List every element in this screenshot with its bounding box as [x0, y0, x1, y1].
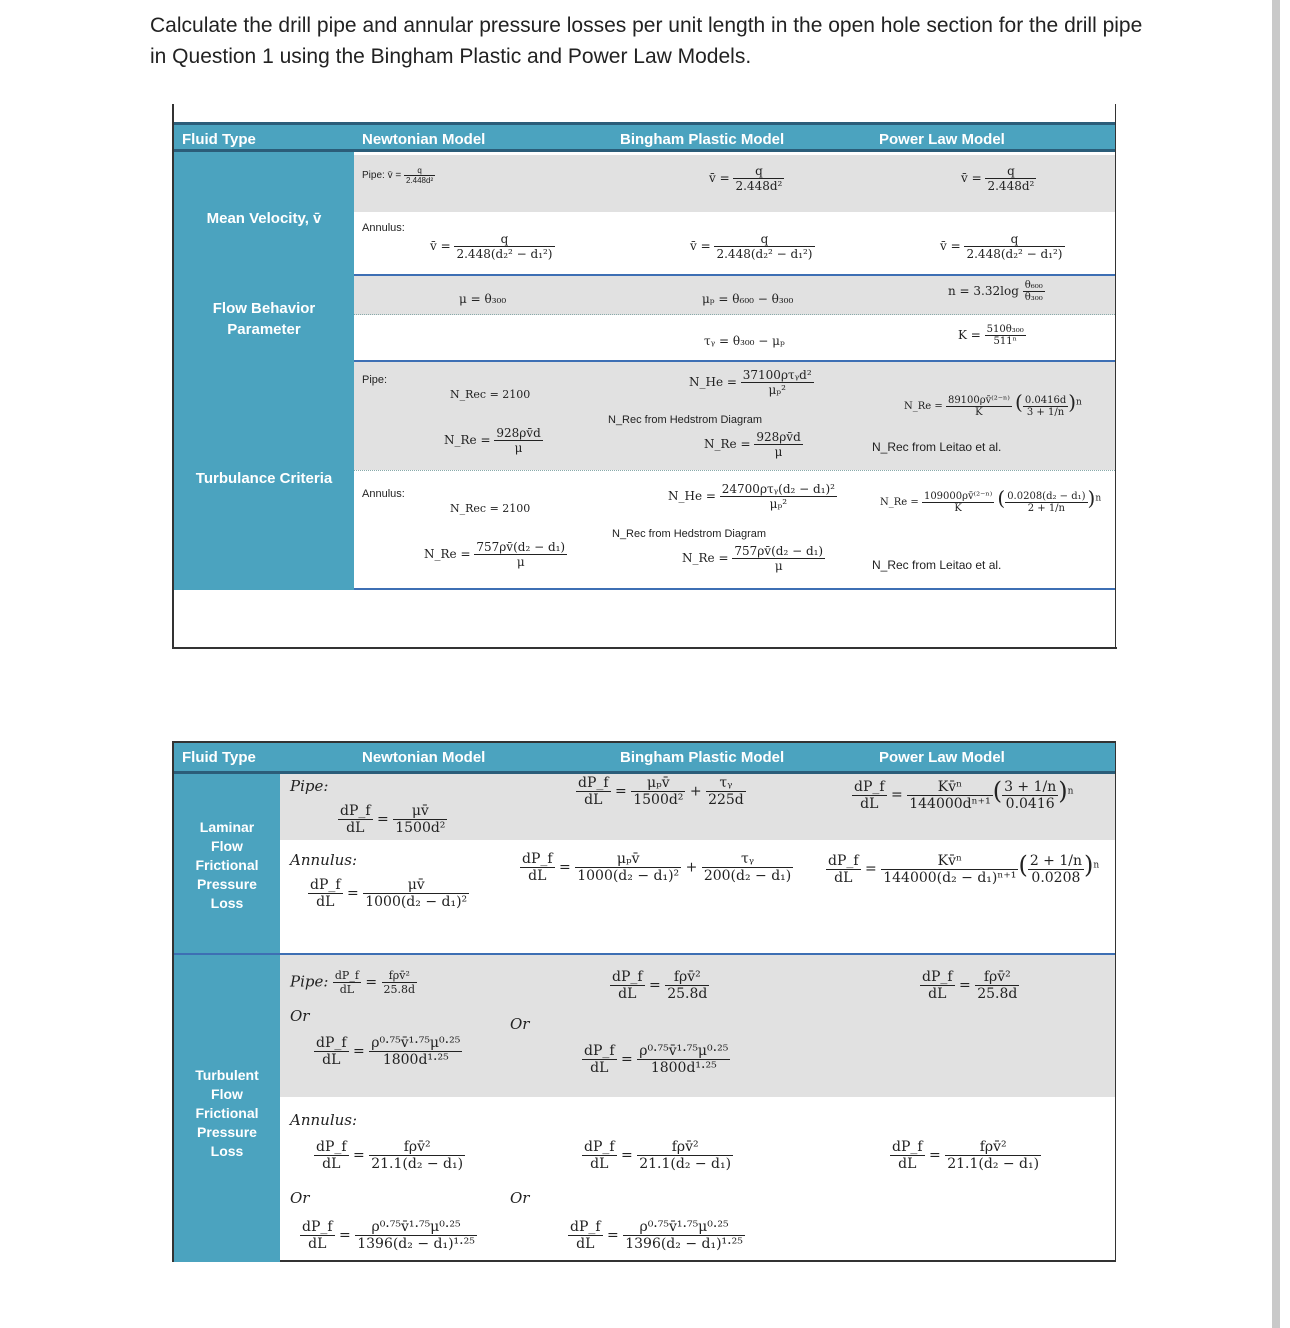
row-flow-behavior: Flow Behavior Parameter — [212, 300, 316, 338]
bing-nrec-ann: N_Rec from Hedstrom Diagram — [612, 528, 767, 540]
row-mean-velocity: Mean Velocity, v̄ — [206, 210, 322, 227]
row-laminar: Laminar Flow Frictional Pressure Loss — [195, 819, 259, 911]
turb-newt-ann: $\frac{dP\_f}{dL}$ = $\frac{\text{fρv̄²}}{\text{21.1(d₂ − d₁)}}$ — [316, 1139, 464, 1172]
lam-bing-pipe: $\frac{dP\_f}{dL}$ = $\frac{\text{μₚv̄}}{\text{1500d²}}$ + $\frac{\text{τᵧ}}{225d}$ — [578, 775, 744, 808]
turb-bing-ann-alt: $\frac{dP\_f}{dL}$ = $\frac{\text{ρ⁰·⁷⁵v̄¹·⁷⁵μ⁰·²⁵}}{\text{1396(d₂ − d₁)¹·²⁵}}$ — [570, 1219, 743, 1252]
header-fluid-type: Fluid Type — [182, 131, 256, 148]
pow-nre-pipe: N_Re = $\frac{\text{89100ρv̄⁽²⁻ⁿ⁾}}{K}$ ( $\frac{0.0416d}{3 + 1/n}$ )$^n$ — [904, 390, 1082, 418]
newt-nre-ann: N_Re = $\frac{\text{757ρv̄(d₂ − d₁)}}{\mu}$ — [424, 540, 566, 569]
or-label-3: Or — [290, 1189, 310, 1207]
bing-nre-ann: N_Re = $\frac{\text{757ρv̄(d₂ − d₁)}}{\mu}$ — [682, 544, 824, 573]
models-table-2 — [172, 741, 1116, 1262]
or-label-4: Or — [510, 1189, 530, 1207]
header2-newtonian: Newtonian Model — [362, 749, 486, 766]
annulus-label-2: Annulus: — [362, 488, 405, 500]
turbulent-annulus-label: Annulus: — [290, 1111, 358, 1129]
table2-header — [174, 743, 1115, 774]
pow-k: K = $\frac{\text{510θ₃₀₀}}{\text{511ⁿ}}$ — [958, 324, 1024, 347]
row-turbulence: Turbulance Criteria — [195, 470, 333, 487]
annulus-label: Annulus: — [362, 222, 405, 234]
pow-v-annulus: v̄ = $\frac{q}{\text{2.448(d₂² − d₁²)}}$ — [940, 232, 1063, 261]
pow-n: n = 3.32log $\frac{\text{θ₆₀₀}}{\text{θ₃₀₀}}$ — [948, 280, 1043, 303]
laminar-pipe-label: Pipe: — [290, 777, 329, 795]
pow-nrec-pipe: N_Rec from Leitao et al. — [872, 440, 1002, 454]
pow-nre-ann: N_Re = $\frac{\text{109000ρv̄⁽²⁻ⁿ⁾}}{K}$ ( $\frac{\text{0.0208(d₂ − d₁)}}{2 + 1/n}$ )$^n$ — [880, 486, 1102, 514]
lam-pow-pipe: $\frac{dP\_f}{dL}$ = $\frac{\text{Kv̄ⁿ}}{\text{144000dⁿ⁺¹}}$ ( $\frac{3 + 1/n}{0.0416}$ )$^n$ — [854, 777, 1074, 812]
header-newtonian: Newtonian Model — [362, 131, 486, 148]
lam-newt-pipe: $\frac{dP\_f}{dL}$ = $\frac{\mu v̄}{\text{1500d²}}$ — [340, 803, 446, 836]
pow-nrec-ann: N_Rec from Leitao et al. — [872, 558, 1002, 572]
newt-v-pipe: Pipe: v̄ = $\frac{q}{\text{2.448d²}}$ — [362, 166, 434, 185]
or-label-1: Or — [290, 1007, 310, 1025]
turb-pow-ann: $\frac{dP\_f}{dL}$ = $\frac{\text{fρv̄²}}{\text{21.1(d₂ − d₁)}}$ — [892, 1139, 1040, 1172]
bing-v-annulus: v̄ = $\frac{q}{\text{2.448(d₂² − d₁²)}}$ — [690, 232, 813, 261]
header2-fluid-type: Fluid Type — [182, 749, 256, 766]
bing-nhe-ann: N_He = $\frac{\text{24700ρτᵧ(d₂ − d₁)²}}{\text{μₚ²}}$ — [668, 482, 835, 511]
question-text: Calculate the drill pipe and annular pressure losses per unit length in the open hole section for the drill pipe in Question 1 using the Bingham Plastic and Power Law Models. — [150, 14, 1143, 68]
pow-v-pipe: v̄ = $\frac{q}{\text{2.448d²}}$ — [961, 164, 1035, 193]
turb-pow-pipe: $\frac{dP\_f}{dL}$ = $\frac{\text{fρv̄²}}{25.8d}$ — [922, 969, 1018, 1002]
turb-bing-ann: $\frac{dP\_f}{dL}$ = $\frac{\text{fρv̄²}}{\text{21.1(d₂ − d₁)}}$ — [584, 1139, 732, 1172]
or-label-2: Or — [510, 1015, 530, 1033]
newt-nre-pipe: N_Re = $\frac{928\rho v̄d}{\mu}$ — [444, 426, 541, 455]
lam-bing-ann: $\frac{dP\_f}{dL}$ = $\frac{\text{μₚv̄}}{\text{1000(d₂ − d₁)²}}$ + $\frac{\text{τᵧ}}{\text{200(d₂ − d₁)}}$ — [522, 851, 792, 884]
turb-newt-ann-alt: $\frac{dP\_f}{dL}$ = $\frac{\text{ρ⁰·⁷⁵v̄¹·⁷⁵μ⁰·²⁵}}{\text{1396(d₂ − d₁)¹·²⁵}}$ — [302, 1219, 475, 1252]
bing-mup: μₚ = θ₆₀₀ − θ₃₀₀ — [702, 292, 794, 306]
header-power-law: Power Law Model — [879, 131, 1005, 148]
bing-nre-pipe: N_Re = $\frac{928\rho v̄d}{\mu}$ — [704, 430, 801, 459]
newt-mu: μ = θ₃₀₀ — [459, 292, 507, 306]
bing-nrec-pipe: N_Rec from Hedstrom Diagram — [608, 414, 763, 426]
table2-row-labels — [174, 774, 280, 1262]
turb-bing-pipe: $\frac{dP\_f}{dL}$ = $\frac{\text{fρv̄²}}{25.8d}$ — [612, 969, 708, 1002]
bing-nhe-pipe: N_He = $\frac{\text{37100ρτᵧd²}}{\text{μₚ²}}$ — [689, 368, 812, 397]
laminar-annulus-label: Annulus: — [290, 851, 358, 869]
bing-v-pipe: v̄ = $\frac{q}{\text{2.448d²}}$ — [709, 164, 783, 193]
lam-newt-ann: $\frac{dP\_f}{dL}$ = $\frac{\mu v̄}{\text{1000(d₂ − d₁)²}}$ — [310, 877, 468, 910]
turb-bing-pipe-alt: $\frac{dP\_f}{dL}$ = $\frac{\text{ρ⁰·⁷⁵v̄¹·⁷⁵μ⁰·²⁵}}{\text{1800d¹·²⁵}}$ — [584, 1043, 729, 1076]
newt-nrec-ann: N_Rec = 2100 — [450, 502, 531, 515]
models-table-1 — [172, 104, 1116, 649]
header2-bingham: Bingham Plastic Model — [620, 749, 785, 766]
table1-header — [174, 122, 1115, 152]
lam-pow-ann: $\frac{dP\_f}{dL}$ = $\frac{\text{Kv̄ⁿ}}{\text{144000(d₂ − d₁)ⁿ⁺¹}}$ ( $\frac{2 + 1/n}{0.0208}$ )$^n$ — [828, 851, 1100, 886]
table1-row-labels — [174, 152, 354, 590]
newt-v-annulus: v̄ = $\frac{q}{\text{2.448(d₂² − d₁²)}}$ — [430, 232, 553, 261]
row-turbulent: Turbulent Flow Frictional Pressure Loss — [195, 1067, 259, 1159]
bing-tauy: τᵧ = θ₃₀₀ − μₚ — [704, 334, 785, 348]
turb-newt-pipe-alt: $\frac{dP\_f}{dL}$ = $\frac{\text{ρ⁰·⁷⁵v̄¹·⁷⁵μ⁰·²⁵}}{\text{1800d¹·²⁵}}$ — [316, 1035, 461, 1068]
header-bingham: Bingham Plastic Model — [620, 131, 785, 148]
header2-power-law: Power Law Model — [879, 749, 1005, 766]
turb-newt-pipe: Pipe: $\frac{dP\_f}{dL}$ = $\frac{\text{fρv̄²}}{25.8d}$ — [290, 969, 416, 996]
page-scrollbar[interactable] — [1272, 0, 1280, 1328]
pipe-label: Pipe: — [362, 374, 388, 386]
newt-nrec-pipe: N_Rec = 2100 — [450, 388, 531, 401]
